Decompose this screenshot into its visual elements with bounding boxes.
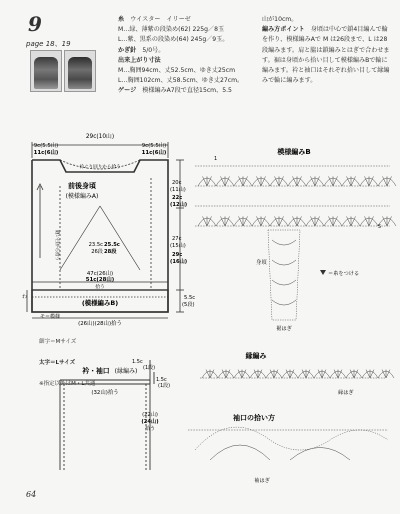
point-text: 身頃は中心で鎖4目編んで輪を作り、模様編みAで M は26段まで、L は28段編みます。肩と脇は鎖編みとはぎで合わせます。裾は身頃から拾い目して模様編みBで輪に編みます。衿と袖口はそれぞれ拾い目して縁編みで輪に編みます。 bbox=[262, 26, 390, 85]
mid-height: 22c bbox=[172, 195, 183, 201]
sleeve-seam-label: 袖はぎ bbox=[254, 478, 270, 484]
diagonal-rows-l: 28段 bbox=[104, 249, 117, 255]
shoulder-left-label2: 11c(6山) bbox=[33, 150, 59, 156]
sleeve-pickup: 拾う bbox=[144, 426, 156, 432]
size-m: M…胸囲94cm、丈52.5cm、ゆき丈25cm bbox=[118, 67, 236, 75]
lower-length: 29c bbox=[172, 252, 183, 258]
sleeve-width2: (24山) bbox=[141, 419, 159, 425]
side-length: 27c bbox=[172, 236, 182, 242]
collar-height: 1.5c bbox=[132, 359, 143, 365]
shoulder-right-label: 9c(5.5山) bbox=[141, 143, 167, 149]
legend-line-2: 太字＝Lサイズ bbox=[39, 360, 76, 366]
body-chart-label: 身頃 bbox=[256, 260, 267, 266]
sleeve-chart-title: 袖口の拾い方 bbox=[233, 414, 275, 422]
body-title: 前後身頃 bbox=[68, 182, 96, 190]
collar-pickup-note: 衿ぐり回りから拾う bbox=[79, 165, 121, 170]
gauge-value: 模様編みA7段で直径15cm、5.5 bbox=[142, 87, 232, 95]
diagonal-l: 25.5c bbox=[104, 242, 120, 248]
collar-title: 衿・袖口 bbox=[82, 367, 110, 375]
hem-seam-label: 裾はぎ bbox=[276, 326, 292, 332]
band-title: (模様編みB) bbox=[81, 299, 119, 307]
page-number: 64 bbox=[26, 490, 37, 499]
legend-line-3: ※指定以外はM・L共通 bbox=[39, 381, 96, 387]
sleeve-chart bbox=[188, 427, 388, 460]
pattern-b-row-1: 1 bbox=[214, 156, 218, 162]
band-rows: (5段) bbox=[182, 302, 195, 308]
cuff-height: 1.5c bbox=[156, 377, 167, 383]
gauge-label: ゲージ bbox=[118, 87, 137, 95]
legend-symbol-text: ＝糸をつける bbox=[328, 271, 360, 277]
diagonal-m: 23.5c bbox=[88, 242, 103, 248]
armhole-depth2: (11山) bbox=[170, 187, 186, 193]
collar-subtitle: (縁編み) bbox=[114, 368, 138, 375]
shoulder-right-label2: 11c(6山) bbox=[141, 150, 167, 156]
pattern-b-row-5: 5 bbox=[378, 224, 382, 230]
yarn-l: L…紫、黒系の段染め(64) 245g／9玉。 bbox=[118, 36, 229, 44]
pattern-b-title: 模様編みB bbox=[277, 148, 311, 156]
pattern-number: 9 bbox=[28, 12, 42, 36]
collar-height2: (1段) bbox=[143, 365, 156, 371]
band-height: 5.5c bbox=[184, 295, 196, 301]
pick-up-label: 拾う bbox=[95, 285, 105, 290]
body-subtitle: (模様編みA) bbox=[65, 193, 99, 200]
sleeve-width: (22山) bbox=[142, 412, 158, 418]
yarn-value: ウイスター イリーゼ bbox=[130, 16, 191, 23]
bottom-width-m: 47c(26山) bbox=[86, 271, 114, 277]
side-length2: (15山) bbox=[170, 243, 186, 249]
side-pickup-note: 縫い目から拾う bbox=[54, 230, 59, 261]
pattern-abbrev-note: モ＝模様 bbox=[40, 314, 61, 320]
cuff-height2: (1段) bbox=[158, 383, 171, 389]
armhole-depth: 20c bbox=[172, 180, 182, 186]
shoulder-left-label: 9c(5.5山) bbox=[33, 143, 59, 149]
edging-title: 縁編み bbox=[245, 352, 267, 360]
diagonal-rows-m: 26段 bbox=[91, 249, 103, 255]
pattern-b-chart bbox=[195, 166, 396, 320]
point-label: 編み方ポイント bbox=[262, 26, 305, 34]
edging-chart bbox=[200, 370, 394, 378]
edging-seam-label: 縁はぎ bbox=[338, 390, 354, 396]
legend-symbol bbox=[320, 270, 326, 275]
hook-value: 5/0号。 bbox=[142, 46, 165, 54]
fold-mark: わ bbox=[22, 294, 28, 300]
yarn-m: M…緑、薄紫の段染め(62) 225g／8玉 bbox=[118, 26, 225, 34]
hook-label: かぎ針 bbox=[118, 46, 137, 54]
hem-width: (26山)(28山)拾う bbox=[78, 321, 122, 327]
legend-line-1: 細字＝Mサイズ bbox=[39, 339, 77, 345]
top-width-label: 29c(10山) bbox=[85, 134, 115, 140]
size-legend bbox=[39, 325, 95, 395]
lower-length2: (16山) bbox=[170, 259, 188, 265]
gauge-continued: 山が10cm。 bbox=[262, 16, 298, 23]
page-reference: page 18、19 bbox=[26, 40, 71, 48]
mid-height2: (12山) bbox=[170, 202, 188, 208]
size-label: 出来上がり寸法 bbox=[118, 56, 161, 64]
collar-width: (32山)拾う bbox=[91, 390, 119, 396]
yarn-label: 糸 bbox=[118, 16, 125, 23]
bottom-width-l: 51c(28山) bbox=[85, 277, 115, 283]
size-l: L…胸囲102cm、丈58.5cm、ゆき丈27cm。 bbox=[118, 77, 244, 85]
